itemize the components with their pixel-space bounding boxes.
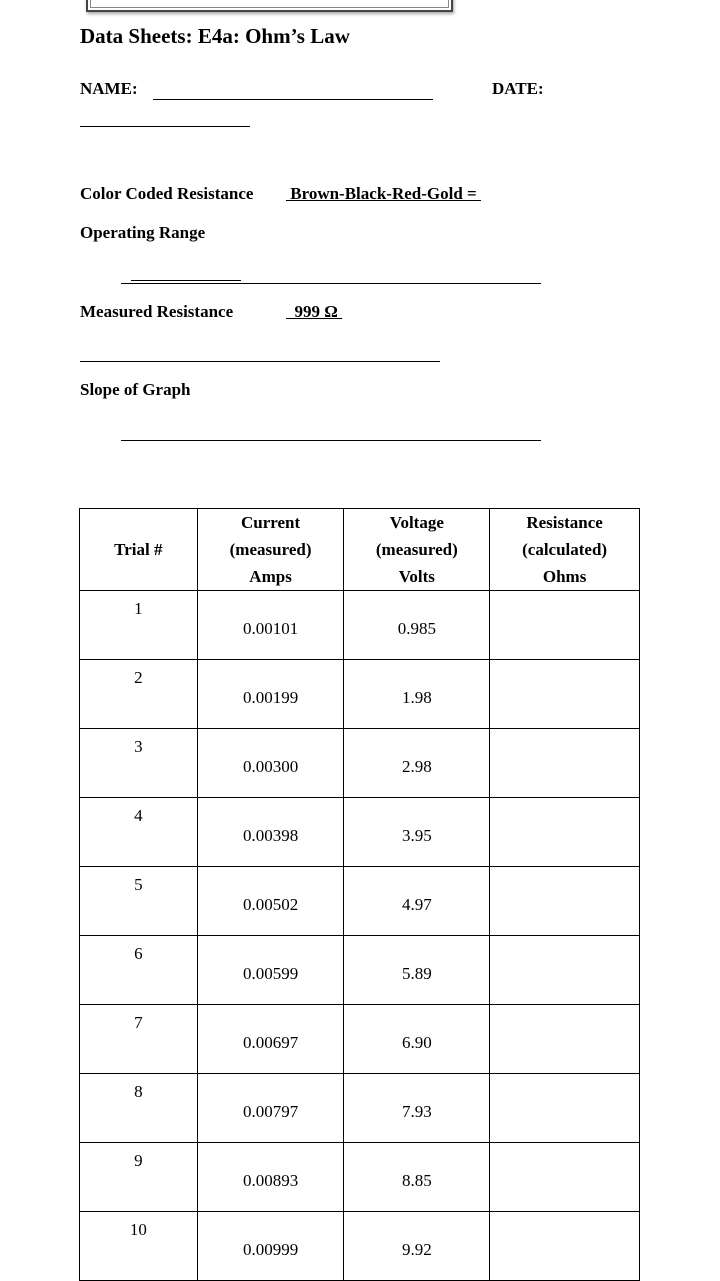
voltage-value: 5.89 — [401, 964, 432, 983]
current-value: 0.00697 — [242, 1033, 299, 1052]
voltage-cell — [344, 729, 490, 798]
current-cell — [197, 729, 344, 798]
trial-number: 8 — [134, 1082, 143, 1101]
data-table — [79, 508, 640, 1281]
voltage-value: 7.93 — [401, 1102, 432, 1121]
voltage-value: 9.92 — [401, 1240, 432, 1259]
voltage-cell — [344, 1143, 490, 1212]
current-cell — [197, 936, 344, 1005]
color-coded-label: Color Coded Resistance — [80, 184, 254, 203]
current-value: 0.00398 — [242, 826, 299, 845]
current-cell — [197, 1005, 344, 1074]
current-value: 0.00199 — [242, 688, 299, 707]
color-coded-value: Brown-Black-Red-Gold = — [286, 184, 481, 203]
trial-cell — [80, 660, 198, 729]
current-cell — [197, 591, 344, 660]
header-resistance-line2: (calculated) — [522, 540, 608, 559]
header-trial — [80, 509, 198, 591]
trial-number: 2 — [134, 668, 143, 687]
measured-resistance-line[interactable] — [80, 361, 440, 362]
operating-range-line[interactable] — [121, 283, 541, 284]
table-header-row — [80, 509, 640, 591]
trial-number: 10 — [129, 1220, 147, 1239]
table-row — [80, 1005, 640, 1074]
header-box — [86, 0, 453, 12]
current-value: 0.00999 — [242, 1240, 299, 1259]
header-voltage-line1: Voltage — [389, 513, 444, 532]
name-label: NAME: — [80, 79, 138, 98]
resistance-cell[interactable] — [490, 867, 640, 936]
header-voltage-line2: (measured) — [375, 540, 458, 559]
measured-resistance-label: Measured Resistance — [80, 302, 234, 321]
table-row — [80, 591, 640, 660]
trial-number: 3 — [134, 737, 143, 756]
current-cell — [197, 1143, 344, 1212]
name-line[interactable] — [153, 99, 433, 100]
voltage-cell — [344, 591, 490, 660]
measured-resistance-value: 999 Ω — [286, 302, 343, 321]
trial-number: 1 — [134, 599, 143, 618]
operating-range-short-line — [131, 280, 241, 281]
current-cell — [197, 867, 344, 936]
slope-line[interactable] — [121, 440, 541, 441]
trial-cell — [80, 1212, 198, 1281]
resistance-cell[interactable] — [490, 1074, 640, 1143]
resistance-cell[interactable] — [490, 591, 640, 660]
trial-cell — [80, 591, 198, 660]
trial-number: 4 — [134, 806, 143, 825]
voltage-value: 8.85 — [401, 1171, 432, 1190]
voltage-cell — [344, 1005, 490, 1074]
voltage-value: 6.90 — [401, 1033, 432, 1052]
date-label: DATE: — [492, 79, 544, 98]
trial-cell — [80, 1074, 198, 1143]
current-value: 0.00599 — [242, 964, 299, 983]
page-title: Data Sheets: E4a: Ohm’s Law — [80, 24, 350, 48]
resistance-cell[interactable] — [490, 798, 640, 867]
header-current — [197, 509, 344, 591]
operating-range-label: Operating Range — [80, 223, 206, 242]
table-row — [80, 936, 640, 1005]
trial-number: 9 — [134, 1151, 143, 1170]
voltage-value: 4.97 — [401, 895, 432, 914]
resistance-cell[interactable] — [490, 729, 640, 798]
trial-cell — [80, 729, 198, 798]
table-row — [80, 798, 640, 867]
current-value: 0.00502 — [242, 895, 299, 914]
trial-cell — [80, 1005, 198, 1074]
voltage-cell — [344, 660, 490, 729]
voltage-cell — [344, 936, 490, 1005]
table-row — [80, 660, 640, 729]
table-row — [80, 1212, 640, 1281]
header-resistance — [490, 509, 640, 591]
trial-number: 5 — [134, 875, 143, 894]
header-box-inner — [90, 0, 449, 8]
slope-label: Slope of Graph — [80, 380, 191, 399]
header-trial-text: Trial # — [114, 540, 163, 559]
current-cell — [197, 798, 344, 867]
header-voltage — [344, 509, 490, 591]
date-line[interactable] — [80, 126, 250, 127]
header-current-line3: Amps — [249, 567, 292, 586]
voltage-value: 3.95 — [401, 826, 432, 845]
header-resistance-line3: Ohms — [542, 567, 587, 586]
voltage-value: 0.985 — [397, 619, 436, 638]
table-row — [80, 867, 640, 936]
current-cell — [197, 660, 344, 729]
trial-cell — [80, 798, 198, 867]
current-cell — [197, 1074, 344, 1143]
resistance-cell[interactable] — [490, 1005, 640, 1074]
table-row — [80, 1074, 640, 1143]
resistance-cell[interactable] — [490, 936, 640, 1005]
resistance-cell[interactable] — [490, 1143, 640, 1212]
current-value: 0.00101 — [242, 619, 299, 638]
resistance-cell[interactable] — [490, 1212, 640, 1281]
voltage-value: 1.98 — [401, 688, 432, 707]
voltage-cell — [344, 867, 490, 936]
header-current-line2: (measured) — [229, 540, 312, 559]
voltage-cell — [344, 1074, 490, 1143]
header-voltage-line3: Volts — [398, 567, 435, 586]
current-value: 0.00797 — [242, 1102, 299, 1121]
voltage-value: 2.98 — [401, 757, 432, 776]
current-value: 0.00300 — [242, 757, 299, 776]
trial-cell — [80, 867, 198, 936]
current-value: 0.00893 — [242, 1171, 299, 1190]
table-row — [80, 729, 640, 798]
current-cell — [197, 1212, 344, 1281]
trial-number: 7 — [134, 1013, 143, 1032]
header-resistance-line1: Resistance — [526, 513, 603, 532]
voltage-cell — [344, 798, 490, 867]
trial-number: 6 — [134, 944, 143, 963]
voltage-cell — [344, 1212, 490, 1281]
trial-cell — [80, 936, 198, 1005]
trial-cell — [80, 1143, 198, 1212]
header-current-line1: Current — [240, 513, 301, 532]
table-row — [80, 1143, 640, 1212]
resistance-cell[interactable] — [490, 660, 640, 729]
